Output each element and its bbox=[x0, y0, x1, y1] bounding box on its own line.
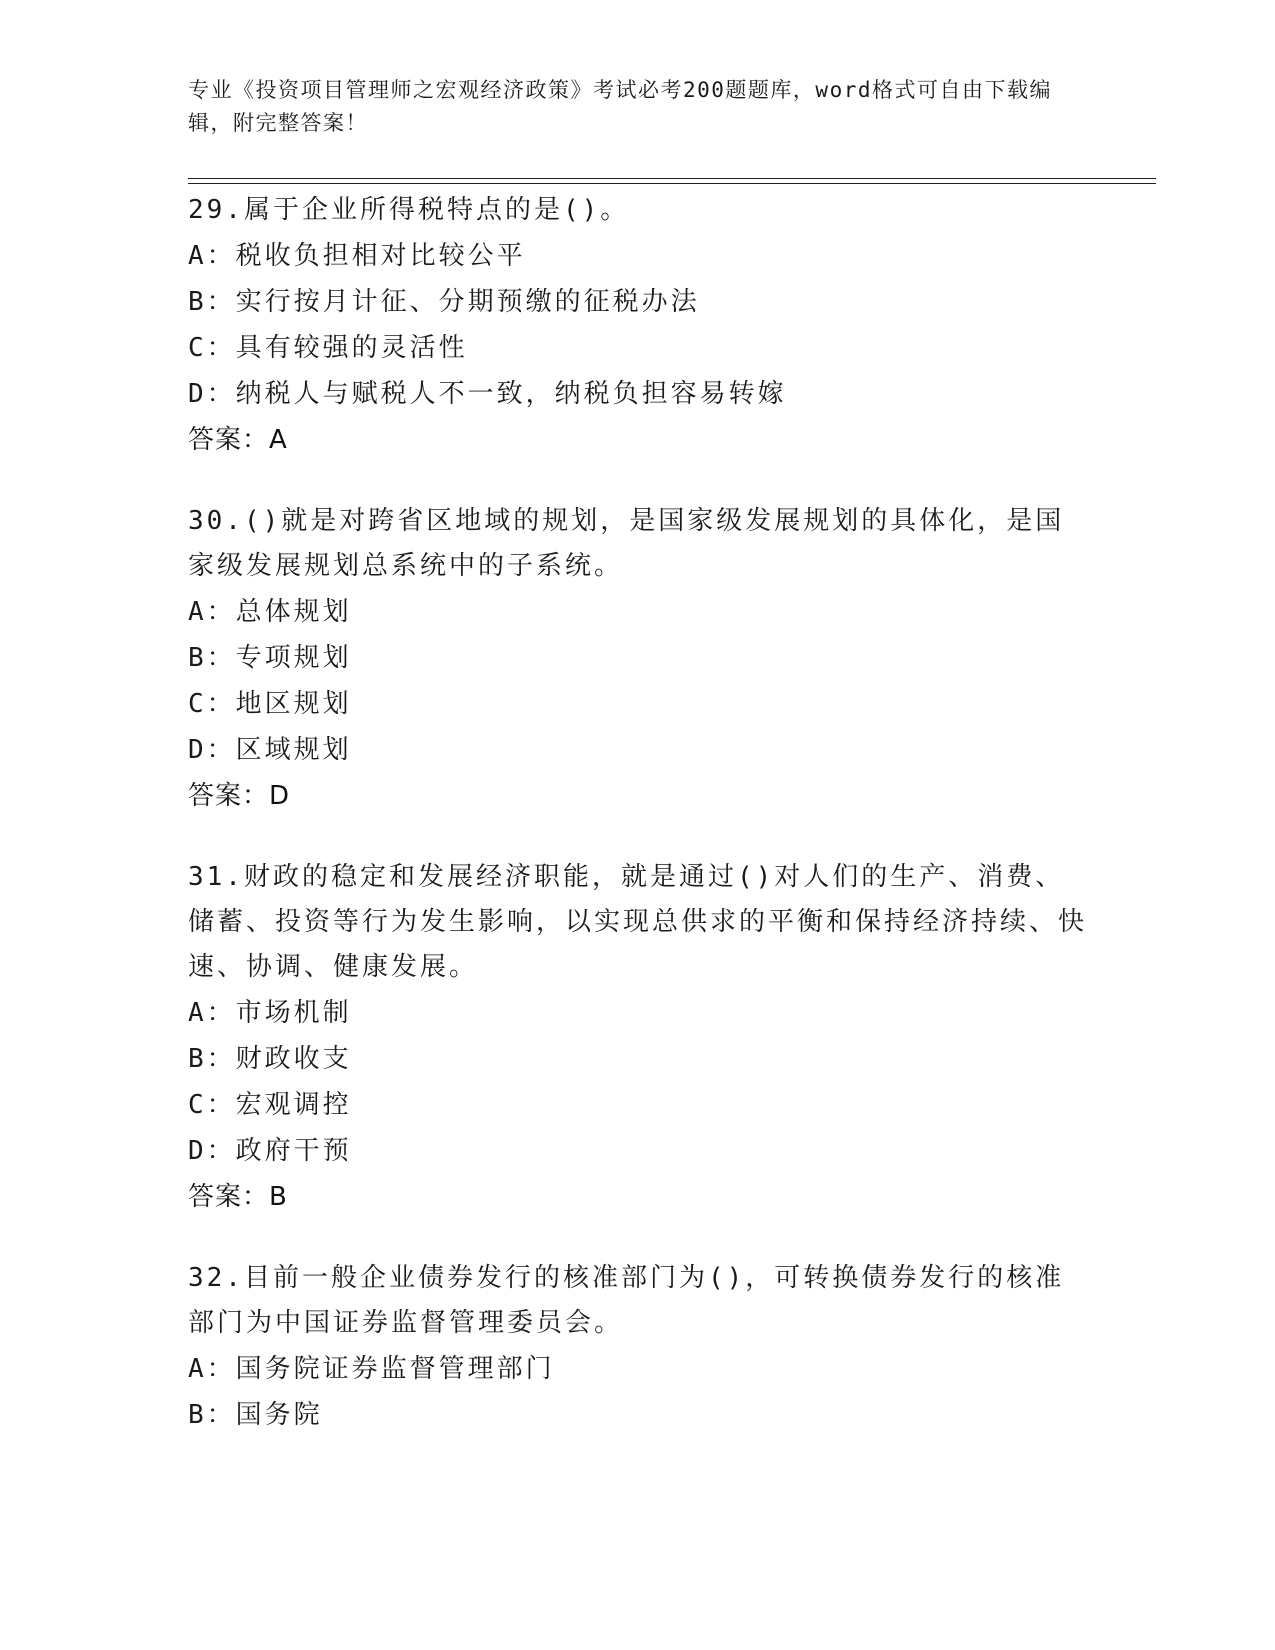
option-d: D：区域规划 bbox=[188, 735, 352, 765]
answer-line: 答案：D bbox=[188, 781, 291, 811]
question-list bbox=[188, 188, 1088, 1474]
option-c: C：地区规划 bbox=[188, 689, 352, 719]
option-d: D：纳税人与赋税人不一致，纳税负担容易转嫁 bbox=[188, 379, 787, 409]
question-stem: 29.属于企业所得税特点的是()。 bbox=[188, 195, 630, 225]
question-32 bbox=[188, 1256, 1088, 1438]
header-divider-top bbox=[188, 178, 1156, 179]
question-30 bbox=[188, 499, 1088, 819]
option-a: A：税收负担相对比较公平 bbox=[188, 241, 526, 271]
option-b: B：财政收支 bbox=[188, 1044, 352, 1074]
option-c: C：具有较强的灵活性 bbox=[188, 333, 468, 363]
question-stem: 31.财政的稳定和发展经济职能，就是通过()对人们的生产、消费、储蓄、投资等行为发生影响，以实现总供求的平衡和保持经济持续、快速、协调、健康发展。 bbox=[188, 862, 1088, 982]
option-c: C：宏观调控 bbox=[188, 1090, 352, 1120]
question-31 bbox=[188, 855, 1088, 1220]
option-d: D：政府干预 bbox=[188, 1136, 352, 1166]
answer-line: 答案：B bbox=[188, 1182, 288, 1212]
option-a: A：总体规划 bbox=[188, 597, 352, 627]
option-a: A：国务院证券监督管理部门 bbox=[188, 1354, 555, 1384]
answer-line: 答案：A bbox=[188, 425, 288, 455]
option-b: B：专项规划 bbox=[188, 643, 352, 673]
header-divider-bottom bbox=[188, 183, 1156, 184]
option-b: B：国务院 bbox=[188, 1400, 323, 1430]
question-29 bbox=[188, 188, 1088, 463]
question-stem: 30.()就是对跨省区地域的规划，是国家级发展规划的具体化，是国家级发展规划总系统中的子系统。 bbox=[188, 506, 1065, 581]
document-header: 专业《投资项目管理师之宏观经济政策》考试必考200题题库，word格式可自由下载编辑，附完整答案！ bbox=[188, 78, 1052, 135]
option-a: A：市场机制 bbox=[188, 998, 352, 1028]
question-stem: 32.目前一般企业债券发行的核准部门为()，可转换债券发行的核准部门为中国证券监督管理委员会。 bbox=[188, 1263, 1065, 1338]
option-b: B：实行按月计征、分期预缴的征税办法 bbox=[188, 287, 700, 317]
